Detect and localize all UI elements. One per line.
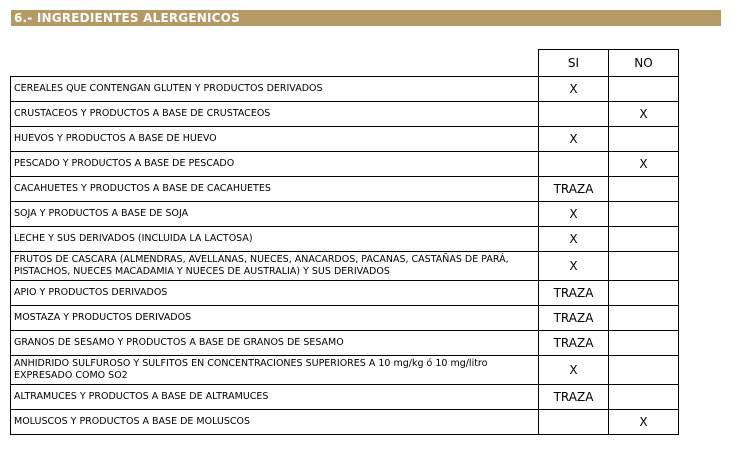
no-cell (609, 331, 679, 356)
si-cell (539, 410, 609, 435)
no-cell (609, 202, 679, 227)
table-row (11, 177, 679, 202)
allergen-name: ALTRAMUCES Y PRODUCTOS A BASE DE ALTRAMUCES (11, 385, 539, 410)
no-cell (609, 177, 679, 202)
no-cell (609, 227, 679, 252)
no-cell: X (609, 410, 679, 435)
allergen-name: CEREALES QUE CONTENGAN GLUTEN Y PRODUCTOS DERIVADOS (11, 77, 539, 102)
table-row (11, 331, 679, 356)
table-row (11, 77, 679, 102)
table-row (11, 102, 679, 127)
si-cell: TRAZA (539, 331, 609, 356)
table-row (11, 202, 679, 227)
allergen-name: PESCADO Y PRODUCTOS A BASE DE PESCADO (11, 152, 539, 177)
no-cell (609, 306, 679, 331)
no-cell (609, 281, 679, 306)
allergen-name: GRANOS DE SESAMO Y PRODUCTOS A BASE DE GRANOS DE SESAMO (11, 331, 539, 356)
si-cell: X (539, 227, 609, 252)
allergen-name: MOSTAZA Y PRODUCTOS DERIVADOS (11, 306, 539, 331)
no-cell (609, 127, 679, 152)
table-row (11, 127, 679, 152)
allergen-name: LECHE Y SUS DERIVADOS (INCLUIDA LA LACTOSA) (11, 227, 539, 252)
si-cell: X (539, 127, 609, 152)
allergen-name: FRUTOS DE CASCARA (ALMENDRAS, AVELLANAS, NUECES, ANACARDOS, PACANAS, CASTAÑAS DE PARÁ, PISTACHOS, NUECES MACADAMIA Y NUECES DE AUSTRALIA) Y SUS DERIVADOS (11, 252, 539, 281)
si-cell: TRAZA (539, 177, 609, 202)
allergen-name: CRUSTACEOS Y PRODUCTOS A BASE DE CRUSTACEOS (11, 102, 539, 127)
table-row (11, 227, 679, 252)
table-row (11, 306, 679, 331)
no-cell (609, 385, 679, 410)
header-spacer (11, 50, 539, 77)
allergen-name: HUEVOS Y PRODUCTOS A BASE DE HUEVO (11, 127, 539, 152)
no-cell: X (609, 152, 679, 177)
header-row (11, 50, 679, 77)
no-cell: X (609, 102, 679, 127)
si-cell: TRAZA (539, 281, 609, 306)
allergen-name: APIO Y PRODUCTOS DERIVADOS (11, 281, 539, 306)
si-cell: X (539, 77, 609, 102)
allergen-name: CACAHUETES Y PRODUCTOS A BASE DE CACAHUETES (11, 177, 539, 202)
table-row (11, 356, 679, 385)
column-header-si: SI (539, 50, 609, 77)
section-title: 6.- INGREDIENTES ALERGENICOS (11, 10, 721, 26)
table-row (11, 410, 679, 435)
no-cell (609, 252, 679, 281)
no-cell (609, 356, 679, 385)
table-row (11, 385, 679, 410)
table-row (11, 252, 679, 281)
si-cell: TRAZA (539, 306, 609, 331)
no-cell (609, 77, 679, 102)
column-header-no: NO (609, 50, 679, 77)
si-cell: X (539, 356, 609, 385)
allergen-name: ANHIDRIDO SULFUROSO Y SULFITOS EN CONCENTRACIONES SUPERIORES A 10 mg/kg ó 10 mg/litro EXPRESADO COMO SO2 (11, 356, 539, 385)
si-cell (539, 152, 609, 177)
allergens-table (10, 49, 679, 435)
table-row (11, 281, 679, 306)
si-cell: X (539, 202, 609, 227)
allergen-name: MOLUSCOS Y PRODUCTOS A BASE DE MOLUSCOS (11, 410, 539, 435)
si-cell: X (539, 252, 609, 281)
si-cell: TRAZA (539, 385, 609, 410)
si-cell (539, 102, 609, 127)
table-row (11, 152, 679, 177)
allergen-name: SOJA Y PRODUCTOS A BASE DE SOJA (11, 202, 539, 227)
